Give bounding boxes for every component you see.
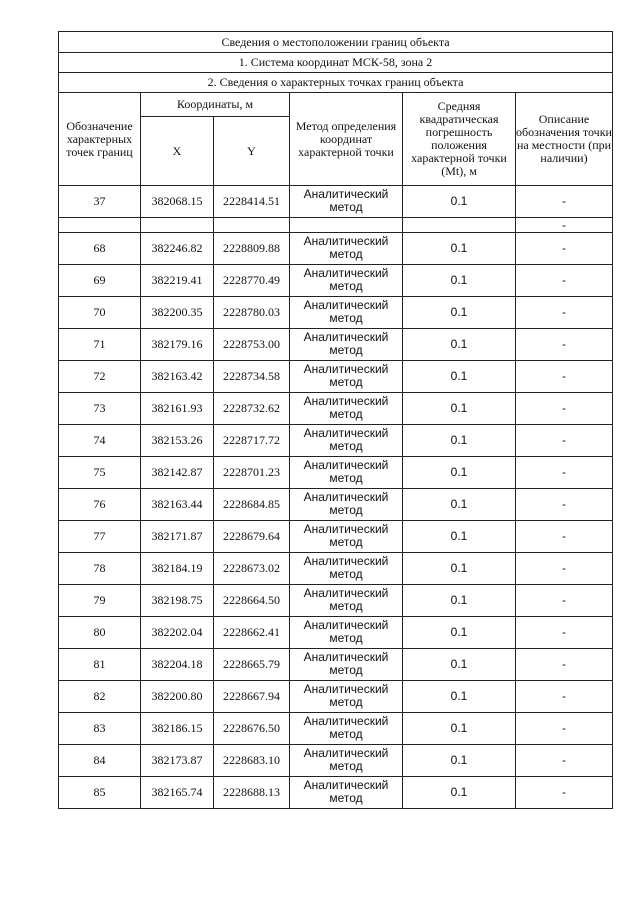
table-row <box>59 649 613 681</box>
error-cell: 0.1 <box>403 713 516 745</box>
method-cell: Аналитический метод <box>290 425 403 457</box>
description-cell: - <box>516 745 613 777</box>
point-cell: 71 <box>59 329 141 361</box>
boundary-points-table <box>58 31 613 809</box>
error-cell: 0.1 <box>403 329 516 361</box>
point-cell: 77 <box>59 521 141 553</box>
x-coordinate-cell: 382200.35 <box>141 297 214 329</box>
table-row <box>59 186 613 218</box>
table-title: Сведения о местоположении границ объекта <box>59 32 613 53</box>
x-coordinate-cell: 382153.26 <box>141 425 214 457</box>
error-cell: 0.1 <box>403 297 516 329</box>
point-cell: 83 <box>59 713 141 745</box>
table-row <box>59 425 613 457</box>
x-coordinate-cell: 382173.87 <box>141 745 214 777</box>
point-cell: 75 <box>59 457 141 489</box>
table-row <box>59 681 613 713</box>
table-row <box>59 745 613 777</box>
point-cell: 84 <box>59 745 141 777</box>
point-cell: 85 <box>59 777 141 809</box>
x-coordinate-cell: 382219.41 <box>141 265 214 297</box>
y-coordinate-cell: 2228662.41 <box>214 617 290 649</box>
point-cell: 74 <box>59 425 141 457</box>
points-section-heading: 2. Сведения о характерных точках границ объекта <box>59 73 613 93</box>
description-cell: - <box>516 777 613 809</box>
method-cell: Аналитический метод <box>290 265 403 297</box>
method-cell: Аналитический метод <box>290 553 403 585</box>
x-coordinate-cell: 382202.04 <box>141 617 214 649</box>
error-cell: 0.1 <box>403 553 516 585</box>
y-coordinate-cell: 2228732.62 <box>214 393 290 425</box>
header-coordinates: Координаты, м <box>141 93 290 117</box>
table-row <box>59 553 613 585</box>
point-cell: 72 <box>59 361 141 393</box>
x-coordinate-cell: 382200.80 <box>141 681 214 713</box>
point-cell: 78 <box>59 553 141 585</box>
x-coordinate-cell: 382163.44 <box>141 489 214 521</box>
table-row <box>59 617 613 649</box>
x-coordinate-cell: 382186.15 <box>141 713 214 745</box>
description-cell: - <box>516 617 613 649</box>
header-point-designation: Обозначение характерных точек границ <box>59 93 141 186</box>
table-row <box>59 585 613 617</box>
header-x: X <box>141 117 214 186</box>
table-row <box>59 777 613 809</box>
header-method: Метод определения координат характерной точки <box>290 93 403 186</box>
y-coordinate-cell <box>214 218 290 233</box>
method-cell: Аналитический метод <box>290 393 403 425</box>
x-coordinate-cell: 382204.18 <box>141 649 214 681</box>
x-coordinate-cell <box>141 218 214 233</box>
error-cell: 0.1 <box>403 393 516 425</box>
y-coordinate-cell: 2228780.03 <box>214 297 290 329</box>
error-cell: 0.1 <box>403 186 516 218</box>
method-cell: Аналитический метод <box>290 681 403 713</box>
description-cell: - <box>516 457 613 489</box>
method-cell: Аналитический метод <box>290 649 403 681</box>
y-coordinate-cell: 2228665.79 <box>214 649 290 681</box>
y-coordinate-cell: 2228679.64 <box>214 521 290 553</box>
description-cell: - <box>516 425 613 457</box>
table-row <box>59 218 613 233</box>
method-cell: Аналитический метод <box>290 713 403 745</box>
table-row <box>59 393 613 425</box>
description-cell: - <box>516 649 613 681</box>
error-cell: 0.1 <box>403 233 516 265</box>
point-cell: 76 <box>59 489 141 521</box>
error-cell: 0.1 <box>403 361 516 393</box>
table-row <box>59 521 613 553</box>
description-cell: - <box>516 265 613 297</box>
table-row <box>59 713 613 745</box>
y-coordinate-cell: 2228734.58 <box>214 361 290 393</box>
x-coordinate-cell: 382171.87 <box>141 521 214 553</box>
description-cell: - <box>516 393 613 425</box>
point-cell: 82 <box>59 681 141 713</box>
method-cell: Аналитический метод <box>290 521 403 553</box>
y-coordinate-cell: 2228753.00 <box>214 329 290 361</box>
error-cell: 0.1 <box>403 777 516 809</box>
method-cell: Аналитический метод <box>290 489 403 521</box>
error-cell: 0.1 <box>403 425 516 457</box>
description-cell: - <box>516 489 613 521</box>
y-coordinate-cell: 2228673.02 <box>214 553 290 585</box>
point-cell: 81 <box>59 649 141 681</box>
method-cell: Аналитический метод <box>290 297 403 329</box>
x-coordinate-cell: 382246.82 <box>141 233 214 265</box>
point-cell: 73 <box>59 393 141 425</box>
description-cell: - <box>516 329 613 361</box>
x-coordinate-cell: 382163.42 <box>141 361 214 393</box>
table-row <box>59 233 613 265</box>
error-cell: 0.1 <box>403 649 516 681</box>
y-coordinate-cell: 2228676.50 <box>214 713 290 745</box>
description-cell: - <box>516 521 613 553</box>
header-y: Y <box>214 117 290 186</box>
header-mean-square-error: Средняя квадратическая погрешность положения характерной точки (Mt), м <box>403 93 516 186</box>
y-coordinate-cell: 2228809.88 <box>214 233 290 265</box>
y-coordinate-cell: 2228770.49 <box>214 265 290 297</box>
description-cell: - <box>516 585 613 617</box>
y-coordinate-cell: 2228414.51 <box>214 186 290 218</box>
y-coordinate-cell: 2228701.23 <box>214 457 290 489</box>
description-cell: - <box>516 218 613 233</box>
y-coordinate-cell: 2228683.10 <box>214 745 290 777</box>
table-row <box>59 489 613 521</box>
method-cell <box>290 218 403 233</box>
table-row <box>59 457 613 489</box>
error-cell: 0.1 <box>403 745 516 777</box>
error-cell <box>403 218 516 233</box>
table-row <box>59 361 613 393</box>
y-coordinate-cell: 2228717.72 <box>214 425 290 457</box>
method-cell: Аналитический метод <box>290 777 403 809</box>
description-cell: - <box>516 713 613 745</box>
point-cell: 37 <box>59 186 141 218</box>
method-cell: Аналитический метод <box>290 745 403 777</box>
point-cell: 68 <box>59 233 141 265</box>
x-coordinate-cell: 382068.15 <box>141 186 214 218</box>
description-cell: - <box>516 361 613 393</box>
error-cell: 0.1 <box>403 681 516 713</box>
description-cell: - <box>516 297 613 329</box>
method-cell: Аналитический метод <box>290 186 403 218</box>
y-coordinate-cell: 2228688.13 <box>214 777 290 809</box>
description-cell: - <box>516 681 613 713</box>
method-cell: Аналитический метод <box>290 457 403 489</box>
point-cell: 70 <box>59 297 141 329</box>
description-cell: - <box>516 186 613 218</box>
error-cell: 0.1 <box>403 521 516 553</box>
coordinate-system-heading: 1. Система координат МСК-58, зона 2 <box>59 53 613 73</box>
table-row <box>59 297 613 329</box>
method-cell: Аналитический метод <box>290 617 403 649</box>
point-cell <box>59 218 141 233</box>
header-description: Описание обозначения точки на местности (при наличии) <box>516 93 613 186</box>
y-coordinate-cell: 2228664.50 <box>214 585 290 617</box>
error-cell: 0.1 <box>403 457 516 489</box>
x-coordinate-cell: 382165.74 <box>141 777 214 809</box>
error-cell: 0.1 <box>403 265 516 297</box>
description-cell: - <box>516 233 613 265</box>
method-cell: Аналитический метод <box>290 233 403 265</box>
table-row <box>59 265 613 297</box>
error-cell: 0.1 <box>403 617 516 649</box>
method-cell: Аналитический метод <box>290 329 403 361</box>
x-coordinate-cell: 382179.16 <box>141 329 214 361</box>
x-coordinate-cell: 382161.93 <box>141 393 214 425</box>
point-cell: 80 <box>59 617 141 649</box>
point-cell: 69 <box>59 265 141 297</box>
x-coordinate-cell: 382142.87 <box>141 457 214 489</box>
error-cell: 0.1 <box>403 489 516 521</box>
error-cell: 0.1 <box>403 585 516 617</box>
method-cell: Аналитический метод <box>290 361 403 393</box>
y-coordinate-cell: 2228667.94 <box>214 681 290 713</box>
table-row <box>59 329 613 361</box>
x-coordinate-cell: 382184.19 <box>141 553 214 585</box>
description-cell: - <box>516 553 613 585</box>
y-coordinate-cell: 2228684.85 <box>214 489 290 521</box>
method-cell: Аналитический метод <box>290 585 403 617</box>
x-coordinate-cell: 382198.75 <box>141 585 214 617</box>
point-cell: 79 <box>59 585 141 617</box>
